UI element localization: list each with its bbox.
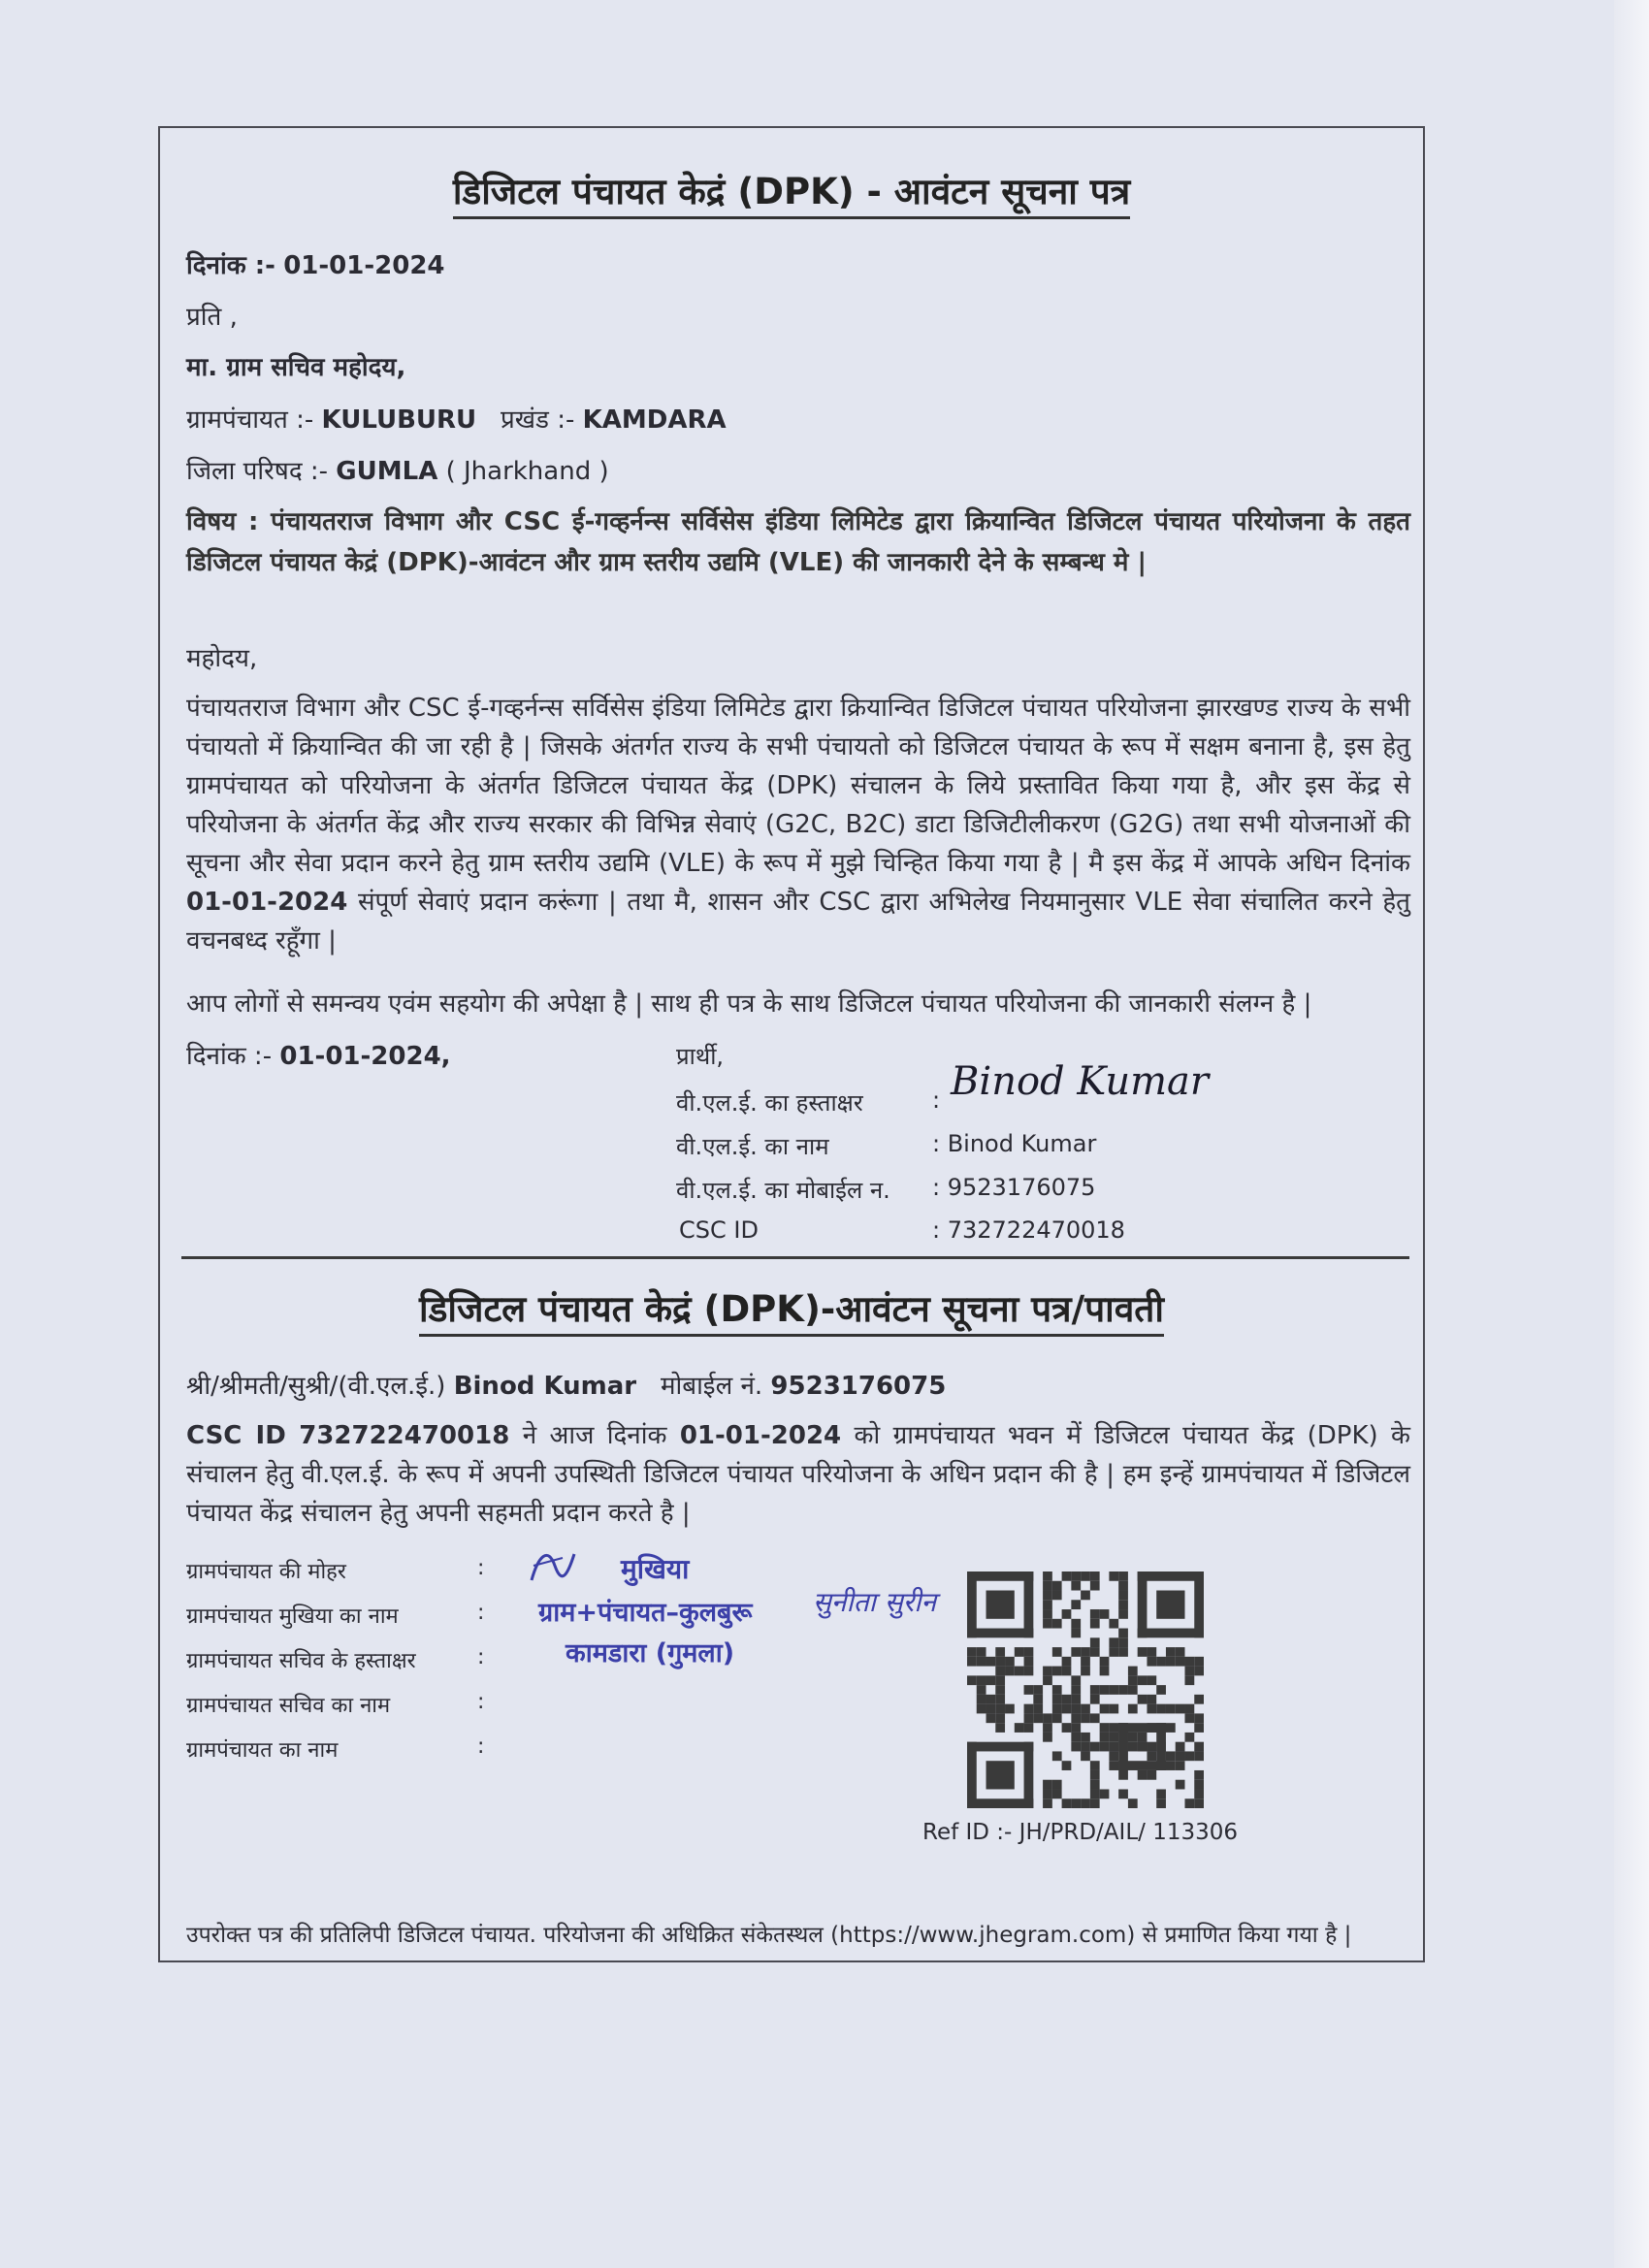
to-line: प्रति , [186, 303, 238, 332]
ref-id: Ref ID :- JH/PRD/AIL/ 113306 [922, 1820, 1238, 1845]
stamp-line-panchayat: ग्राम+पंचायत–कुलबुरू [538, 1598, 753, 1628]
field-mukhiya-name-colon: : [477, 1601, 485, 1625]
date-line: दिनांक :- 01-01-2024 [186, 251, 445, 280]
bottom-date-line: दिनांक :- 01-01-2024, [186, 1042, 451, 1071]
receipt-paragraph: CSC ID 732722470018 ने आज दिनांक 01-01-2024 को ग्रामपंचायत भवन में डिजिटल पंचायत केंद्र (DPK) के संचालन हेतु वी.एल.ई. के रूप में अपनी उपस्थिती डिजिटल पंचायत परियोजना के अधिन प्रदान की है | हम इन्हें ग्रामपंचायत में डिजिटल पंचायत केंद्र संचालन हेतु अपनी सहमती प्रदान करते है | [186, 1421, 1411, 1528]
stamp-initial-mark [524, 1537, 582, 1595]
field-secretary-name-colon: : [477, 1690, 485, 1714]
receipt-name-line: श्री/श्रीमती/सुश्री/(वी.एल.ई.) Binod Kumar मोबाईल नं. 9523176075 [186, 1372, 947, 1401]
district-line: जिला परिषद :- GUMLA ( Jharkhand ) [186, 457, 609, 486]
field-seal-label: ग्रामपंचायत की मोहर [186, 1560, 346, 1584]
addressee: मा. ग्राम सचिव महोदय, [186, 353, 406, 382]
qr-code-icon [967, 1571, 1204, 1808]
footer-note: उपरोक्त पत्र की प्रतिलिपी डिजिटल पंचायत. परियोजना की अधिक्रित संकेतस्थल (https://www.jhegram.com) से प्रमाणित किया गया है | [186, 1923, 1352, 1948]
letter-title: डिजिटल पंचायत केद्रं (DPK) - आवंटन सूचना पत्र [160, 165, 1423, 214]
field-secretary-signature-label: ग्रामपंचायत सचिव के हस्ताक्षर [186, 1649, 416, 1673]
field-panchayat-name-colon: : [477, 1734, 485, 1759]
stamp-line-mukhiya: मुखिया [621, 1553, 690, 1585]
field-secretary-signature-colon: : [477, 1645, 485, 1669]
subject-paragraph: विषय : पंचायतराज विभाग और CSC ई-गव्हर्नन्स सर्विसेस इंडिया लिमिटेड द्वारा क्रियान्वित डिजिटल पंचायत परियोजना के तहत डिजिटल पंचायत केद्रं (DPK)-आवंटन और ग्राम स्तरीय उद्यमि (VLE) की जानकारी देने के सम्बन्ध मे | [186, 507, 1410, 577]
body-paragraph: पंचायतराज विभाग और CSC ई-गव्हर्नन्स सर्विसेस इंडिया लिमिटेड द्वारा क्रियान्वित डिजिटल पंचायत परियोजना झारखण्ड राज्य के सभी पंचायतो में क्रियान्वित की जा रही है | जिसके अंतर्गत राज्य के सभी पंचायतो को डिजिटल पंचायत के रूप में सक्षम बनाना है, इस हेतु ग्रामपंचायत को परियोजना के अंतर्गत डिजिटल पंचायत केंद्र (DPK) संचालन के लिये प्रस्तावित किया गया है, और इस केंद्र से परियोजना के अंतर्गत केंद्र और राज्य सरकार की विभिन्न सेवाएं (G2C, B2C) डाटा डिजिटीलीकरण (G2G) तथा सभी योजनाओं की सूचना और सेवा प्रदान करने हेतु ग्राम स्तरीय उद्यमि (VLE) के रूप में मुझे चिन्हित किया गया है | मै इस केंद्र में आपके अधिन दिनांक 01-01-2024 संपूर्ण सेवाएं प्रदान करूंगा | तथा मै, शासन और CSC द्वारा अभिलेख नियमानुसार VLE सेवा संचालित करने हेतु वचनबध्द रहूँगा | [186, 694, 1411, 956]
document-frame: डिजिटल पंचायत केद्रं (DPK) - आवंटन सूचना पत्र दिनांक :- 01-01-2024 प्रति , मा. ग्राम सचिव महोदय, ग्रामपंचायत :- KULUBURU प्रखंड :- KAMDARA जिला परिषद :- GUMLA ( Jharkhand ) विषय : पंचायतराज विभाग और CSC ई-गव्हर्नन्स सर्विसेस इंडिया लिमिटेड द्वारा क्रियान्वित डिजिटल पंचायत परियोजना के तहत डिजिटल पंचायत केद्रं (DPK)-आवंटन और ग्राम स्तरीय उद्यमि (VLE) की जानकारी देने के सम्बन्ध मे | महोदय, पंचायतराज विभाग और CSC ई-गव्हर्नन्स सर्विसेस इंडिया लिमिटेड द्वारा क्रियान्वित डिजिटल पंचायत परियोजना झारखण्ड राज्य के सभी पंचायतो में क्रियान्वित की जा रही है | जिसके अंतर्गत राज्य के सभी पंचायतो को डिजिटल पंचायत के रूप में सक्षम बनाना है, इस हेतु ग्रामपंचायत को परियोजना के अंतर्गत डिजिटल पंचायत केंद्र (DPK) संचालन के लिये प्रस्तावित किया गया है, और इस केंद्र से परियोजना के अंतर्गत केंद्र और राज्य सरकार की विभिन्न सेवाएं (G2C, B2C) डाटा डिजिटीलीकरण (G2G) तथा सभी योजनाओं की सूचना और सेवा प्रदान करने हेतु ग्राम स्तरीय उद्यमि (VLE) के रूप में मुझे चिन्हित किया गया है | मै इस केंद्र में आपके अधिन दिनांक 01-01-2024 संपूर्ण सेवाएं प्रदान करूंगा | तथा मै, शासन और CSC द्वारा अभिलेख नियमानुसार VLE सेवा संचालित करने हेतु वचनबध्द रहूँगा | आप लोगों से समन्वय एवंम सहयोग की अपेक्षा है | साथ ही पत्र के साथ डिजिटल पंचायत परियोजना की जानकारी संलग्न है | दिनांक :- 01-01-2024, प्रार्थी, वी.एल.ई. का हस्ताक्षर : Binod Kumar वी.एल.ई. का नाम : Binod Kumar वी.एल.ई. का मोबाईल न. : 9523176075 CSC ID : 732722470018 डिजिटल पंचायत केद्रं (DPK)-आवंटन सूचना पत्र/पावती श्री/श्रीमती/सुश्री/(वी.एल.ई.) Binod Kumar मोबाईल नं. 9523176075 CSC ID 732722470018 ने आज दिनांक 01-01-2024 को ग्रामपंचायत भवन में डिजिटल पंचायत केंद्र (DPK) के संचालन हेतु वी.एल.ई. के रूप में अपनी उपस्थिती डिजिटल पंचायत परियोजना के अधिन प्रदान की है | हम इन्हें ग्रामपंचायत में डिजिटल पंचायत केंद्र संचालन हेतु अपनी सहमती प्रदान करते है | ग्रामपंचायत की मोहर : ग्रामपंचायत मुखिया का नाम : ग्रामपंचायत सचिव के हस्ताक्षर : ग्रामपंचायत सचिव का नाम : ग्रामपंचायत का नाम : मुखिया ग्राम+पंचायत–कुलबुरू कामडारा (गुमला) सुनीता सुरीन Ref ID :- JH/PRD/AIL/ 113306 उपरोक्त पत्र की प्रतिलिपी डिजिटल पंचायत. परियोजना की अधिक्रित संकेतस्थल (https://www.jhegram.com) से प्रमाणित किया गया है | [158, 126, 1425, 1962]
field-seal-colon: : [477, 1556, 485, 1580]
vle-handwritten-signature: Binod Kumar [951, 1059, 1210, 1104]
stamp-line-location: कामडारा (गुमला) [566, 1638, 735, 1669]
panchayat-line: ग्रामपंचायत :- KULUBURU प्रखंड :- KAMDARA [186, 405, 727, 435]
salutation: महोदय, [186, 644, 258, 673]
closing-paragraph: आप लोगों से समन्वय एवंम सहयोग की अपेक्षा है | साथ ही पत्र के साथ डिजिटल पंचायत परियोजना की जानकारी संलग्न है | [186, 989, 1312, 1019]
mukhiya-signature: सुनीता सुरीन [813, 1586, 937, 1618]
field-mukhiya-name-label: ग्रामपंचायत मुखिया का नाम [186, 1604, 399, 1629]
field-secretary-name-label: ग्रामपंचायत सचिव का नाम [186, 1694, 391, 1718]
section-divider [181, 1256, 1409, 1259]
page-edge [1614, 0, 1649, 2268]
receipt-title: डिजिटल पंचायत केद्रं (DPK)-आवंटन सूचना पत्र/पावती [160, 1282, 1423, 1332]
applicant-label: प्रार्थी, [676, 1043, 725, 1070]
field-panchayat-name-label: ग्रामपंचायत का नाम [186, 1738, 339, 1763]
